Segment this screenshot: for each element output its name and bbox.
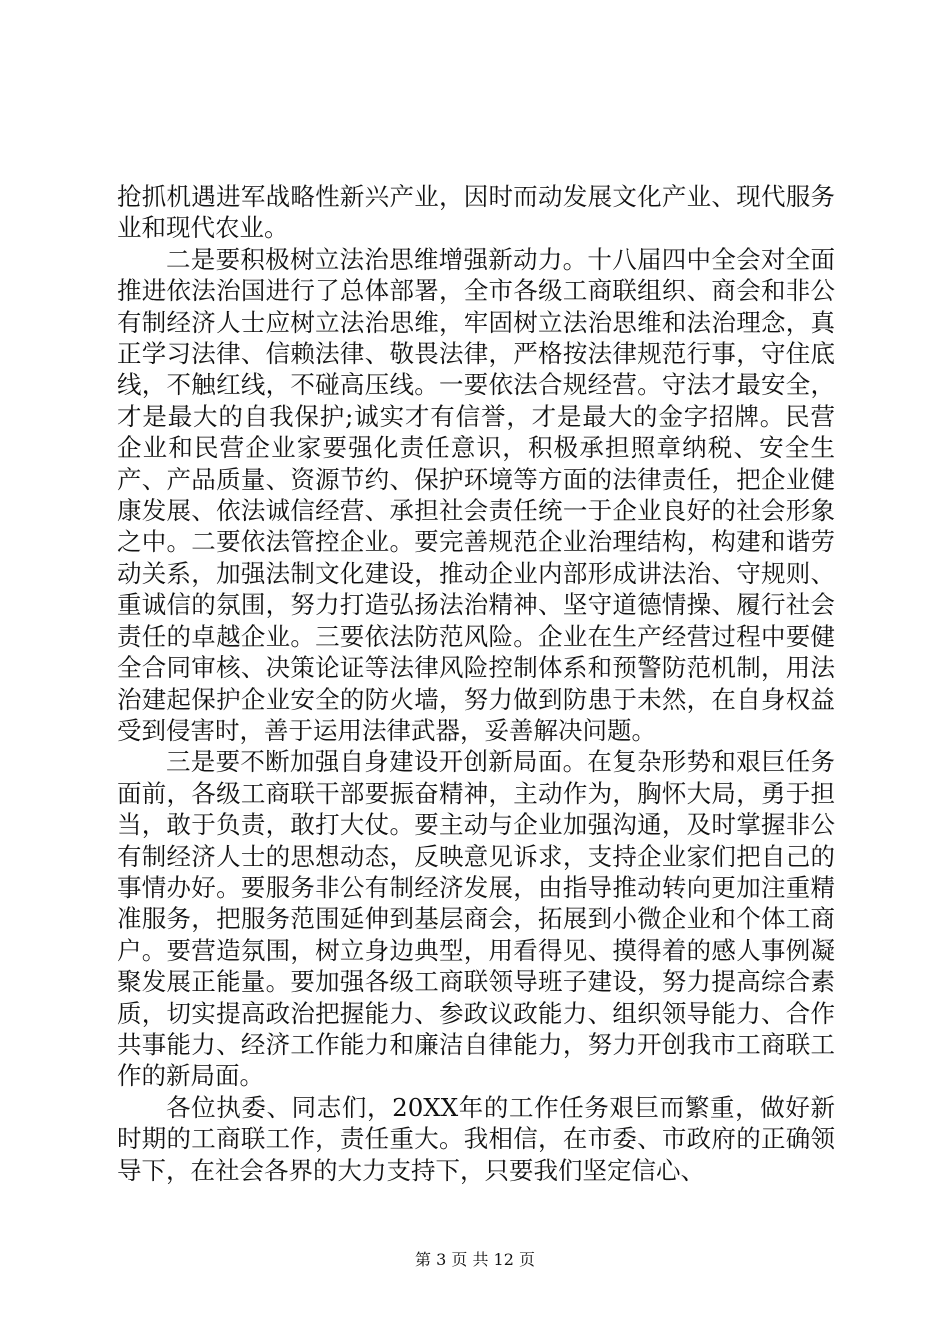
paragraph-continuation: 抢抓机遇进军战略性新兴产业，因时而动发展文化产业、现代服务业和现代农业。 (117, 182, 835, 243)
paragraph-closing: 各位执委、同志们，20XX年的工作任务艰巨而繁重，做好新时期的工商联工作，责任重大。我相信，在市委、市政府的正确领导下，在社会各界的大力支持下，只要我们坚定信心、 (117, 1092, 835, 1185)
paragraph-rule-of-law: 二是要积极树立法治思维增强新动力。十八届四中全会对全面推进依法治国进行了总体部署，全市各级工商联组织、商会和非公有制经济人士应树立法治思维，牢固树立法治思维和法治理念，真正学习法律、信赖法律、敬畏法律，严格按法律规范行事，守住底线，不触红线，不碰高压线。一要依法合规经营。守法才最安全，才是最大的自我保护;诚实才有信誉，才是最大的金字招牌。民营企业和民营企业家要强化责任意识，积极承担照章纳税、安全生产、产品质量、资源节约、保护环境等方面的法律责任，把企业健康发展、依法诚信经营、承担社会责任统一于企业良好的社会形象之中。二要依法管控企业。要完善规范企业治理结构，构建和谐劳动关系，加强法制文化建设，推动企业内部形成讲法治、守规则、重诚信的氛围，努力打造弘扬法治精神、坚守道德情操、履行社会责任的卓越企业。三要依法防范风险。企业在生产经营过程中要健全合同审核、决策论证等法律风险控制体系和预警防范机制，用法治建起保护企业安全的防火墙，努力做到防患于未然，在自身权益受到侵害时，善于运用法律武器，妥善解决问题。 (117, 244, 835, 745)
page-number-footer: 第 3 页 共 12 页 (415, 1250, 535, 1269)
document-body (117, 181, 835, 1186)
paragraph-self-building: 三是要不断加强自身建设开创新局面。在复杂形势和艰巨任务面前，各级工商联干部要振奋精神，主动作为，胸怀大局，勇于担当，敢于负责，敢打大仗。要主动与企业加强沟通，及时掌握非公有制经济人士的思想动态，反映意见诉求，支持企业家们把自己的事情办好。要服务非公有制经济发展，由指导推动转向更加注重精准服务，把服务范围延伸到基层商会，拓展到小微企业和个体工商户。要营造氛围，树立身边典型，用看得见、摸得着的感人事例凝聚发展正能量。要加强各级工商联领导班子建设，努力提高综合素质，切实提高政治把握能力、参政议政能力、组织领导能力、合作共事能力、经济工作能力和廉洁自律能力，努力开创我市工商联工作的新局面。 (117, 747, 835, 1091)
